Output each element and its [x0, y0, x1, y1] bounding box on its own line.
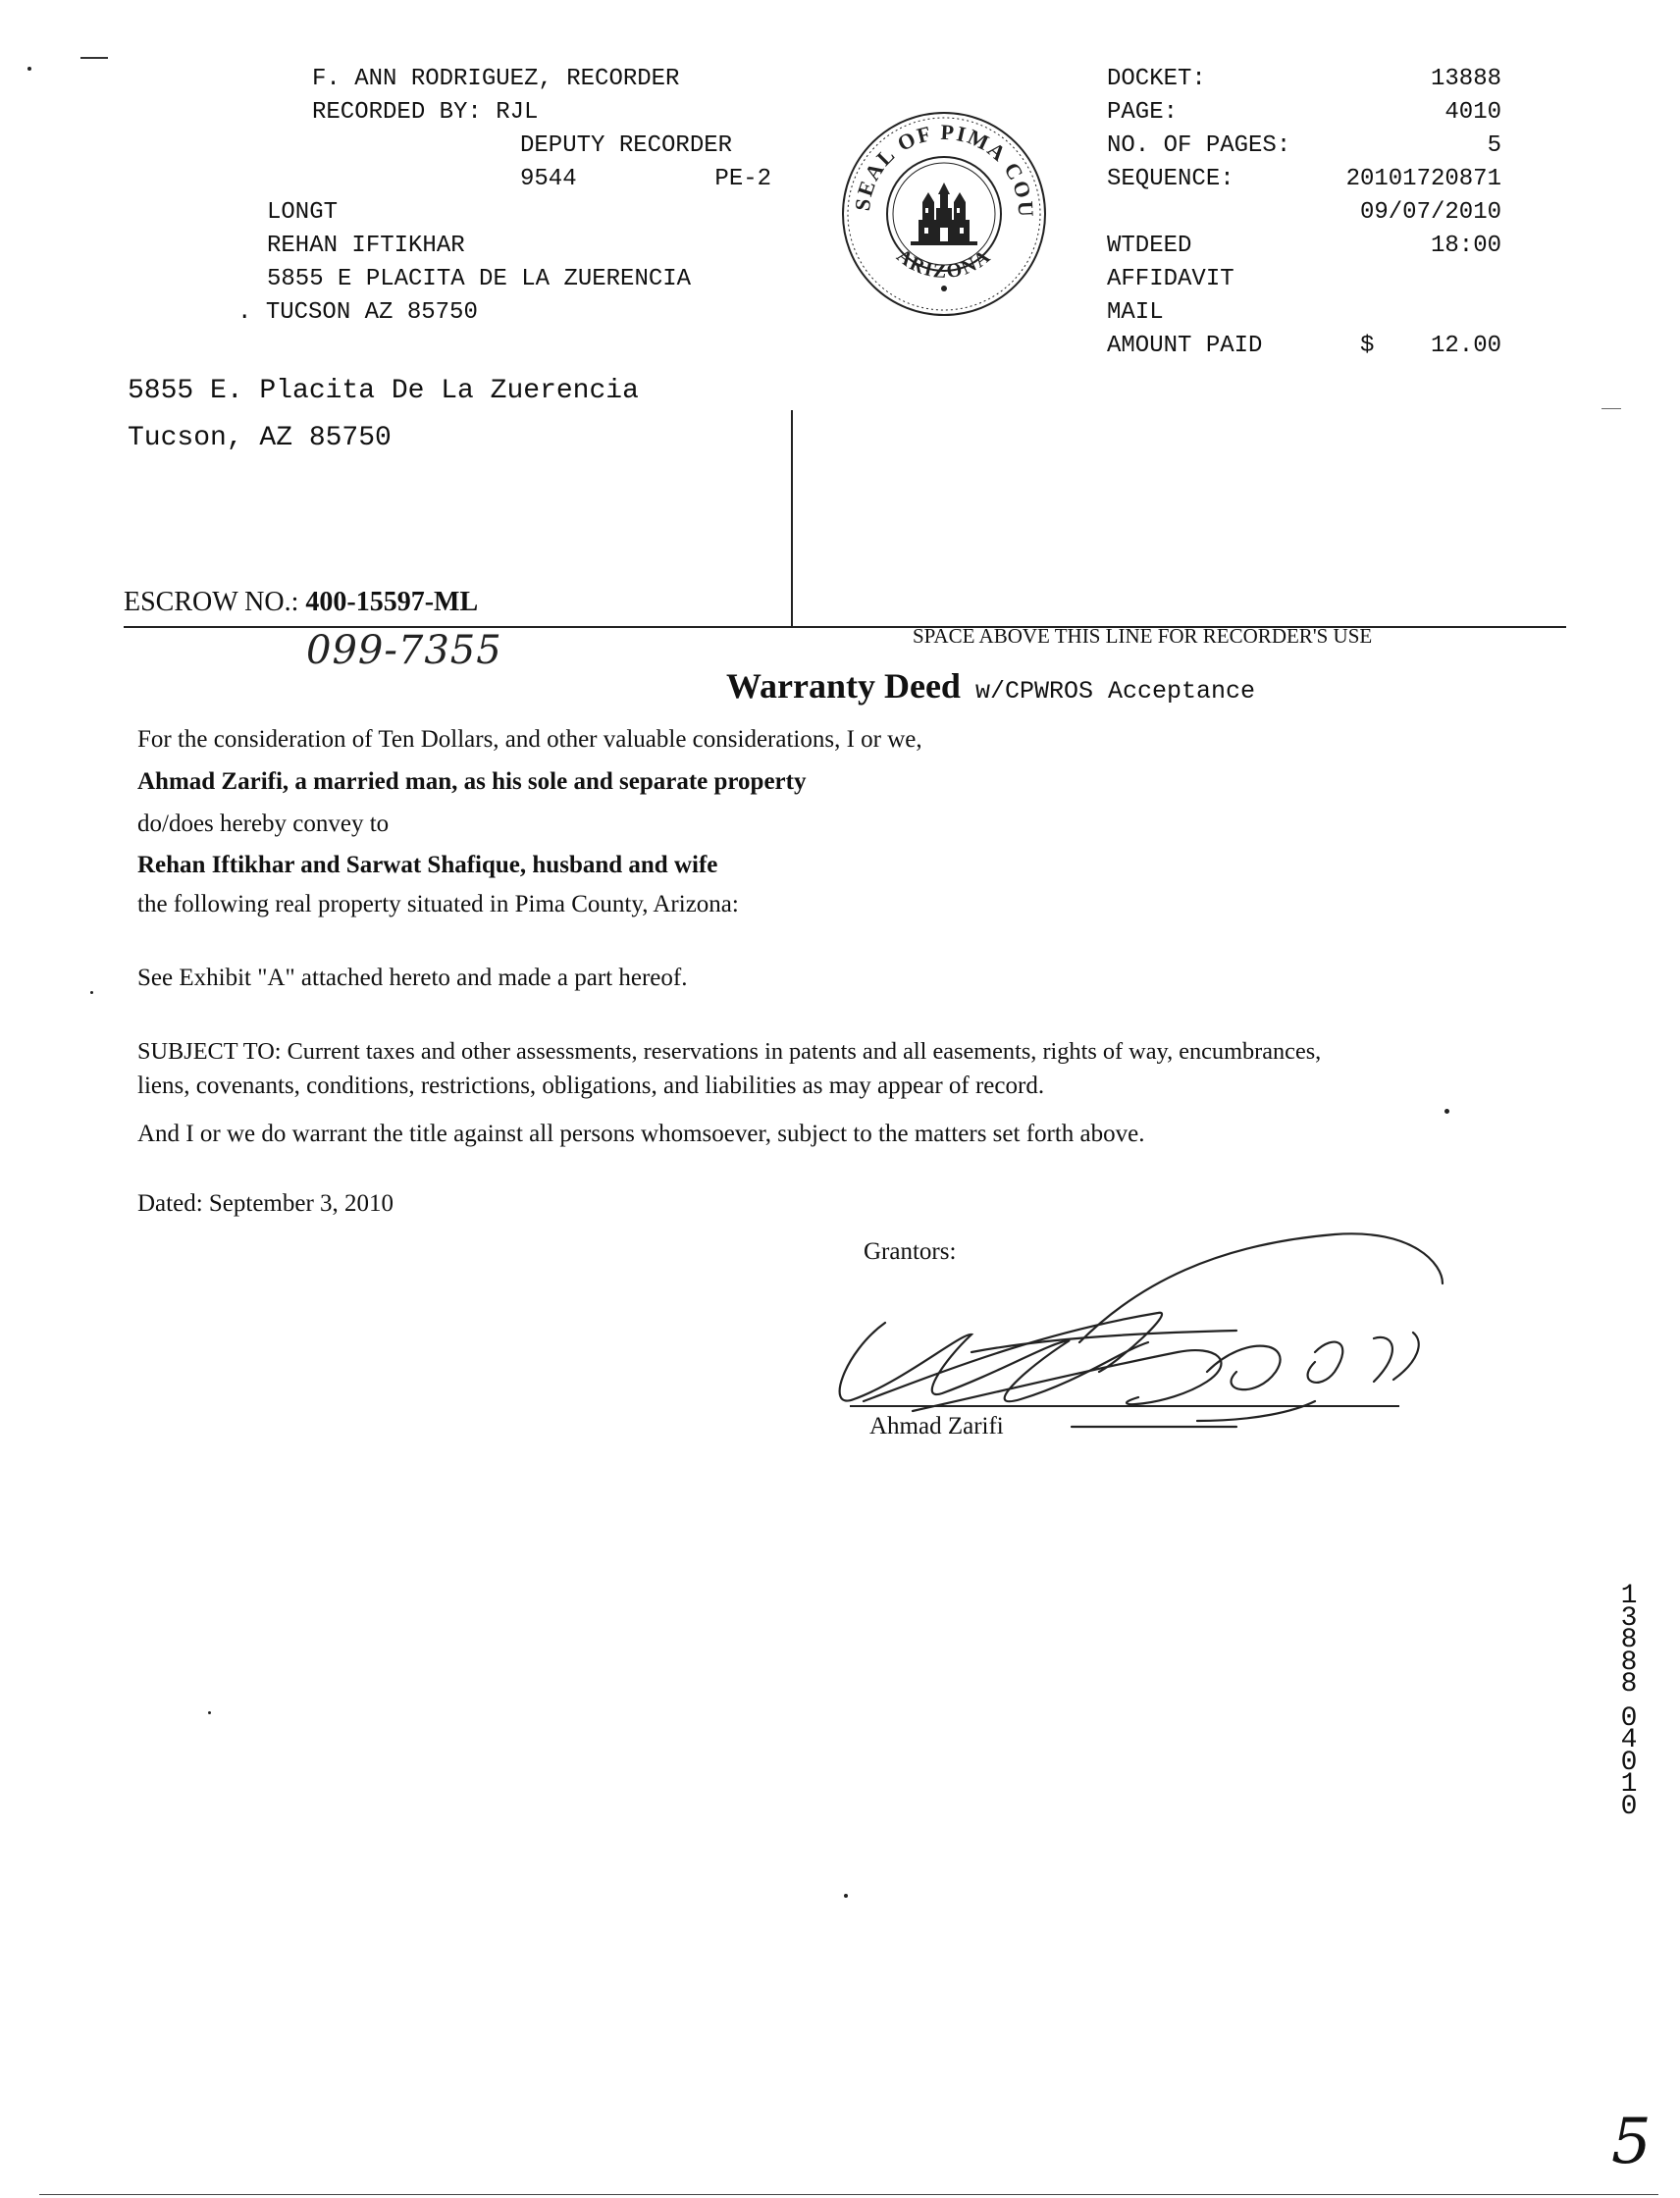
recorder-block — [312, 63, 771, 196]
scan-speck — [208, 1711, 211, 1714]
amount-label: AMOUNT PAID — [1107, 333, 1263, 359]
return-city: . TUCSON AZ 85750 — [237, 299, 478, 326]
side-docket-stamp: 1 3 8 8 8 0 4 0 1 0 — [1620, 1581, 1638, 1822]
title-main: Warranty Deed — [726, 666, 961, 706]
mailing-city-line: Tucson, AZ 85750 — [128, 423, 392, 453]
page-label: PAGE: — [1107, 99, 1179, 126]
grantee-text: Rehan Iftikhar and Sarwat Shafique, husband and wife — [137, 852, 718, 878]
convey-text: do/does hereby convey to — [137, 811, 390, 837]
escrow-number: 400-15597-ML — [305, 587, 479, 617]
record-time: 18:00 — [1430, 233, 1501, 259]
recorder-number: 9544 — [520, 166, 577, 192]
mailing-partial-line: 5855 E. Placita De La Zuerencia — [128, 376, 639, 406]
recorder-station: PE-2 — [714, 166, 772, 192]
seal-top-text: SEAL OF PIMA COU — [849, 119, 1039, 220]
affidavit-row — [1107, 263, 1501, 296]
seal-bottom-text: ARIZONA — [892, 244, 996, 284]
sequence-value: 20101720871 — [1345, 166, 1501, 192]
dated-text: Dated: September 3, 2010 — [137, 1190, 394, 1217]
subject-to-line1: SUBJECT TO: Current taxes and other assessments, reservations in patents and all easements, rights of way, encumbrances, — [137, 1038, 1322, 1065]
recorder-name: F. ANN RODRIGUEZ, RECORDER — [312, 66, 680, 92]
return-to-block — [237, 196, 692, 330]
page-row — [1107, 96, 1501, 130]
scan-speck — [90, 991, 93, 994]
subject-to-line2: liens, covenants, conditions, restrictions, obligations, and liabilities as may appear of record. — [137, 1073, 1045, 1099]
recorder-id-row — [312, 163, 771, 196]
sequence-row — [1107, 163, 1501, 196]
pages-label: NO. OF PAGES: — [1107, 132, 1291, 159]
docket-value: 13888 — [1430, 66, 1501, 92]
docket-label: DOCKET: — [1107, 66, 1206, 92]
escrow-label: ESCROW NO.: — [124, 587, 306, 617]
scan-mark — [80, 57, 108, 59]
escrow-line — [124, 587, 478, 618]
docket-info — [1107, 63, 1501, 363]
document-title — [726, 665, 1255, 706]
mail-row — [1107, 296, 1501, 330]
amount-value: $ 12.00 — [1359, 333, 1501, 359]
doctype-label: WTDEED — [1107, 233, 1192, 259]
scan-mark — [1601, 408, 1621, 409]
amount-row — [1107, 330, 1501, 363]
pages-value: 5 — [1487, 132, 1501, 159]
affidavit-label: AFFIDAVIT — [1107, 266, 1234, 292]
grantors-label: Grantors: — [864, 1238, 957, 1265]
space-above-note: SPACE ABOVE THIS LINE FOR RECORDER'S USE — [913, 624, 1373, 648]
title-suffix: w/CPWROS Acceptance — [960, 677, 1256, 706]
mail-label: MAIL — [1107, 299, 1164, 326]
scan-speck — [27, 67, 31, 71]
record-date: 09/07/2010 — [1359, 199, 1501, 226]
warrant-text: And I or we do warrant the title against all persons whomsoever, subject to the matters set forth above. — [137, 1121, 1145, 1147]
return-name: REHAN IFTIKHAR — [267, 233, 465, 259]
handwritten-number: 099-7355 — [306, 628, 502, 673]
svg-text:ARIZONA — [892, 245, 995, 284]
signer-name: Ahmad Zarifi — [869, 1413, 1004, 1439]
doctype-row — [1107, 230, 1501, 263]
property-text: the following real property situated in Pima County, Arizona: — [137, 891, 739, 917]
page-value: 4010 — [1444, 99, 1501, 126]
handwritten-page-mark: 5 — [1611, 2106, 1652, 2178]
date-row — [1107, 196, 1501, 230]
recorded-by: RECORDED BY: RJL — [312, 99, 539, 126]
sequence-label: SEQUENCE: — [1107, 166, 1234, 192]
docket-row — [1107, 63, 1501, 96]
box-divider — [791, 410, 793, 628]
return-code: LONGT — [267, 199, 339, 226]
grantor-text: Ahmad Zarifi, a married man, as his sole and separate property — [137, 768, 807, 795]
return-street: 5855 E PLACITA DE LA ZUERENCIA — [267, 266, 692, 292]
consideration-text: For the consideration of Ten Dollars, and other valuable considerations, I or we, — [137, 726, 922, 753]
pima-county-seal — [840, 110, 1048, 323]
page-bottom-edge — [39, 2194, 1658, 2195]
scan-speck — [844, 1894, 848, 1898]
scan-speck — [1444, 1109, 1449, 1114]
exhibit-text: See Exhibit "A" attached hereto and made a part hereof. — [137, 965, 688, 991]
pages-row — [1107, 130, 1501, 163]
signature-line — [850, 1405, 1399, 1407]
svg-text:THE SEAL OF PIMA COUNTY — [840, 110, 1038, 219]
deputy-recorder: DEPUTY RECORDER — [520, 132, 733, 159]
